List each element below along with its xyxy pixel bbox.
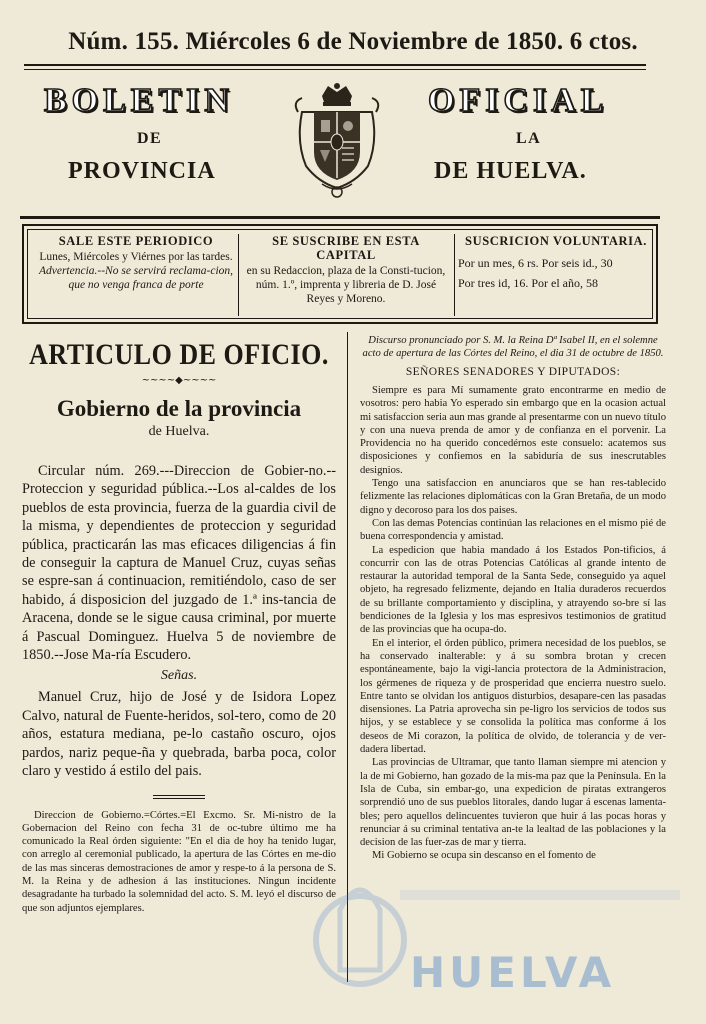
infobox-divider (238, 234, 239, 316)
title-word-oficial: OFICIAL (428, 82, 609, 119)
prices-row: Por tres id, 16. Por el año, 58 (458, 276, 598, 290)
right-column (360, 334, 666, 863)
coat-of-arms-icon (292, 82, 382, 200)
subscription-location (242, 234, 450, 306)
masthead-bottom-rule (20, 216, 660, 219)
circular-text: Circular núm. 269.---Direccion de Gobier-no.--Proteccion y seguridad pública.--Los al-caldes de los pueblos de esta provincia, fuerza de la guardia civil de la misma, y dependientes de proteccion y seguridad pública, practicarán las mas eficaces diligencias á fin de conseguir la captura de Manuel Cruz, cuyas señas se espre-san á continuacion, remitiéndolo, caso de ser habido, á disposicion del juzgado de 1.ª ins-tancia de Aracena, donde se le sigue causa criminal, por muerte á Pascual Dominguez. Huelva 5 de noviembre de 1850.--Jose Ma-ría Escudero. (22, 463, 336, 664)
location-body: en su Redaccion, plaza de la Consti-tucion, núm. 1.º, imprenta y libreria de D. José Reyes y Moreno. (246, 265, 446, 305)
senas-text: Manuel Cruz, hijo de José y de Isidora Lopez Calvo, natural de Fuente-heridos, sol-tero, como de 20 años, estatura mediana, pe-lo castaño oscuro, ojos pardos, nariz peque-ña y quebrada, barba poca, color claro y vestido á estilo del pais. (22, 689, 336, 780)
schedule-notice: Advertencia.--No se servirá reclama-cion, que no venga franca de porte (38, 265, 234, 291)
top-rule-thin (24, 69, 646, 70)
title-la: LA (516, 130, 542, 147)
prices-row: Por un mes, 6 rs. Por seis id., 30 (458, 256, 613, 270)
top-rule (24, 64, 646, 66)
watermark-text: HUELVA (410, 948, 616, 997)
title-de: DE (137, 130, 163, 147)
subscription-info-box (22, 224, 658, 324)
speech-paragraph: Siempre es para Mí sumamente grato encontrarme en medio de vosotros: pero habia Yo esperado sin embargo que en la ocasion actual mi satisfaccion seria aun mas grande al presentarme con un nuevo título y con una nueva prenda de amor y de confianza en el porvenir. La Providencia no ha querido concedérnos este consuelo: acatemos sus disposiciones y confiemos en la sabiduría de sus inescrutables designios. (360, 385, 666, 476)
discurso-heading: Discurso pronunciado por S. M. la Reina Dª Isabel II, en el solemne acto de apertura de las Córtes del Reino, el dia 31 de octubre de 1850. (362, 335, 664, 359)
gobierno-subheading: de Huelva. (148, 424, 210, 439)
schedule-days: Lunes, Miércoles y Viérnes por las tardes. (39, 251, 233, 263)
separator (153, 795, 205, 799)
infobox-divider (454, 234, 455, 316)
senores-heading: SEÑORES SENADORES Y DIPUTADOS: (405, 366, 621, 378)
publication-schedule (38, 234, 234, 292)
prices-heading: SUSCRICION VOLUNTARIA. (465, 234, 647, 248)
section-title: ARTICULO DE OFICIO. (29, 337, 329, 372)
speech-paragraph: Con las demas Potencias continúan las relaciones en el mismo pié de buena correspondencia y amistad. (360, 517, 666, 543)
location-heading: SE SUSCRIBE EN ESTA CAPITAL (272, 234, 420, 262)
title-de-huelva: DE HUELVA. (434, 158, 587, 184)
ornament-icon: ~~~~◆~~~~ (141, 375, 217, 386)
left-column (22, 334, 336, 915)
speech-paragraph: En el interior, el órden público, primera necesidad de los pueblos, se ha conservado inalterable: y á su sombra brotan y crecen espontáneamente, bajo la vigi-lancia protectora de la Administracion, los gérmenes de riqueza y de prosperidad que encierra nuestro suelo. Entre tanto se olvidan los antiguos disturbios, desapare-cen las pasadas disensiones. La Patria aprovecha sin pe-ligro los servicios de todos sus hijos, y se establece y se consolida la política mas conforme á los deseos de Mi corazon, la política de olvido, de tolerancia y de ver-dadera libertad. (360, 637, 666, 756)
senas-heading: Señas. (160, 668, 198, 684)
gobierno-heading: Gobierno de la provincia (56, 396, 302, 421)
speech-paragraph: La espedicion que habia mandado á los Estados Pon-tificios, á concurrir con las de otras Potencias Católicas al grande intento de restaurar la autoridad temporal de la Santa Sede, conseguido ya aquel objeto, ha regresado felizmente, dejando en Italia duraderos recuerdos de su brillante comportamiento y disciplina, y atrayendo so-bre sí las bendiciones de la Iglesia y los mas espresivos testimonios de gratitud de las provincias que ha ocupa-do. (360, 544, 666, 636)
schedule-heading: SALE ESTE PERIODICO (58, 234, 214, 248)
speech-paragraph: Las provincias de Ultramar, que tanto llaman siempre mi atencion y la de mi Gobierno, han gozado de la mis-ma paz que la Península. En la Isla de Cuba, sin embar-go, una expedicion de piratas extrangeros sorprendió uno de sus pueblos litorales, dando lugar á escenas lamenta-bles; pero aquellos delincuentes tuvieron que huir á las pocas horas y renunciar á su criminal tentativa an-te la lealtad de las poblaciones y la decision de las fuer-zas de mar y tierra. (360, 757, 666, 849)
title-word-boletin: BOLETIN (44, 82, 234, 119)
title-provincia: PROVINCIA (68, 158, 216, 184)
dateline: Núm. 155. Miércoles 6 de Noviembre de 1850. 6 ctos. (68, 28, 638, 55)
column-rule (347, 332, 348, 982)
speech-paragraph: Mi Gobierno se ocupa sin descanso en el fomento de (372, 850, 596, 862)
direccion-text: Direccion de Gobierno.=Córtes.=El Excmo. Sr. Mi-nistro de la Gobernacion del Reino con fecha 31 de oc-tubre último me ha comunicado la Real órden siguiente: "En el dia de hoy ha tenido lugar, con arreglo al ceremonial publicado, la apertura de las Córtes en me-dio de las mas sinceras demostraciones de amor y respe-to á la persona de S. M. la Reina y de adhesion á las instituciones. Ningun incidente desagradante ha turbado la solemnidad del acto. S. M. leyó el discurso de que son adjuntos ejemplares. (22, 809, 336, 914)
subscription-prices (458, 234, 654, 290)
speech-paragraph: Tengo una satisfaccion en anunciaros que se han res-tablecido felizmente las relaciones diplomáticas con la Gran Bretaña, de un modo digno y decoroso para los dos paises. (360, 478, 666, 516)
